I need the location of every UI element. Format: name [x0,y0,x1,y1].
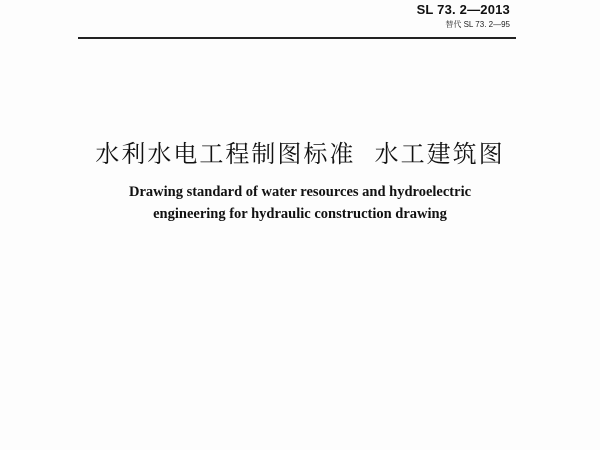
english-title-line-1: Drawing standard of water resources and hydroelectric [128,184,472,200]
header-divider [78,37,516,39]
english-title [0,181,600,225]
chinese-title: 水利水电工程制图标准 水工建筑图 [95,140,505,168]
replaces-standard: 替代 SL 73. 2—95 [445,20,510,29]
standard-number: SL 73. 2—2013 [416,2,510,17]
english-title-line-2: engineering for hydraulic construction drawing [153,206,447,222]
